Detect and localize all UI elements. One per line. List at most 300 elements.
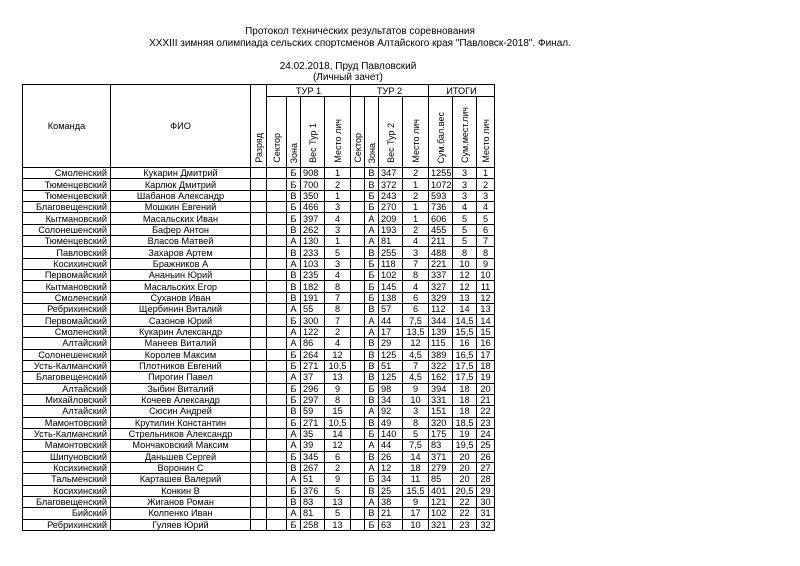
sector1-cell	[267, 451, 287, 462]
sector2-cell	[351, 304, 365, 315]
weight2-cell: 125	[379, 349, 403, 360]
place2-cell: 8	[403, 270, 429, 281]
rank-cell	[251, 247, 267, 258]
name-cell: Суханов Иван	[111, 292, 251, 303]
zone2-cell: Б	[365, 258, 379, 269]
place2-cell: 3	[403, 406, 429, 417]
place2-cell: 4,5	[403, 349, 429, 360]
sum-weight-cell: 322	[429, 360, 453, 371]
name-cell: Карташев Валерий	[111, 474, 251, 485]
sum-weight-cell: 344	[429, 315, 453, 326]
sum-place-cell: 3	[453, 168, 477, 179]
place2-cell: 14	[403, 451, 429, 462]
sector1-cell	[267, 224, 287, 235]
place2-cell: 10	[403, 394, 429, 405]
weight2-cell: 44	[379, 440, 403, 451]
sector1-cell	[267, 179, 287, 190]
place2-cell: 10	[403, 519, 429, 530]
weight1-cell: 103	[301, 258, 325, 269]
rank-cell	[251, 258, 267, 269]
weight1-cell: 397	[301, 213, 325, 224]
sum-place-cell: 18	[453, 394, 477, 405]
place1-cell: 8	[325, 304, 351, 315]
place2-cell: 3	[403, 247, 429, 258]
weight1-cell: 264	[301, 349, 325, 360]
final-place-cell: 14	[477, 315, 495, 326]
zone1-cell: Б	[287, 451, 301, 462]
name-cell: Колпенко Иван	[111, 508, 251, 519]
sector1-cell	[267, 304, 287, 315]
weight2-cell: 255	[379, 247, 403, 258]
tour2-header: ТУР 2	[351, 85, 429, 97]
weight1-cell: 233	[301, 247, 325, 258]
table-row	[23, 179, 495, 190]
team-cell: Косихинский	[23, 462, 111, 473]
place2-cell: 4	[403, 236, 429, 247]
place2-cell: 9	[403, 383, 429, 394]
col-weight2-header: Вес Тур 2	[379, 97, 403, 168]
place1-cell: 13	[325, 519, 351, 530]
sector2-cell	[351, 394, 365, 405]
place1-cell: 1	[325, 236, 351, 247]
zone2-cell: Б	[365, 281, 379, 292]
sum-place-cell: 14,5	[453, 315, 477, 326]
zone1-cell: В	[287, 247, 301, 258]
weight2-cell: 34	[379, 394, 403, 405]
sector1-cell	[267, 247, 287, 258]
table-row	[23, 394, 495, 405]
sum-place-cell: 14	[453, 304, 477, 315]
sum-place-cell: 10	[453, 258, 477, 269]
team-cell: Благовещенский	[23, 496, 111, 507]
name-cell: Мошкин Евгений	[111, 202, 251, 213]
col-final-place-header: Место лич	[477, 97, 495, 168]
sector1-cell	[267, 202, 287, 213]
sector2-cell	[351, 383, 365, 394]
sector2-cell	[351, 247, 365, 258]
team-cell: Солонешенский	[23, 224, 111, 235]
weight1-cell: 83	[301, 496, 325, 507]
sector1-cell	[267, 383, 287, 394]
name-cell: Воронин С	[111, 462, 251, 473]
place1-cell: 4	[325, 270, 351, 281]
zone1-cell: А	[287, 304, 301, 315]
sum-place-cell: 19	[453, 428, 477, 439]
sum-weight-cell: 329	[429, 292, 453, 303]
place2-cell: 9	[403, 496, 429, 507]
sector1-cell	[267, 213, 287, 224]
sum-place-cell: 5	[453, 213, 477, 224]
final-place-cell: 28	[477, 474, 495, 485]
place1-cell: 13	[325, 372, 351, 383]
zone2-cell: В	[365, 338, 379, 349]
final-place-cell: 24	[477, 428, 495, 439]
sector1-cell	[267, 394, 287, 405]
sum-place-cell: 12	[453, 270, 477, 281]
rank-cell	[251, 440, 267, 451]
team-cell: Первомайский	[23, 315, 111, 326]
weight1-cell: 700	[301, 179, 325, 190]
sum-weight-cell: 320	[429, 417, 453, 428]
zone1-cell: В	[287, 281, 301, 292]
zone2-cell: Б	[365, 190, 379, 201]
sum-weight-cell: 221	[429, 258, 453, 269]
sum-weight-cell: 85	[429, 474, 453, 485]
zone1-cell: Б	[287, 394, 301, 405]
sum-weight-cell: 331	[429, 394, 453, 405]
zone1-cell: Б	[287, 360, 301, 371]
weight1-cell: 35	[301, 428, 325, 439]
weight1-cell: 235	[301, 270, 325, 281]
team-cell: Павловский	[23, 247, 111, 258]
zone2-cell: А	[365, 440, 379, 451]
tour1-header: ТУР 1	[267, 85, 351, 97]
rank-cell	[251, 190, 267, 201]
rank-cell	[251, 428, 267, 439]
place2-cell: 8	[403, 417, 429, 428]
team-cell: Тюменцевский	[23, 179, 111, 190]
weight1-cell: 86	[301, 338, 325, 349]
sector2-cell	[351, 451, 365, 462]
zone1-cell: В	[287, 224, 301, 235]
totals-header: ИТОГИ	[429, 85, 495, 97]
table-row	[23, 372, 495, 383]
place1-cell: 4	[325, 338, 351, 349]
rank-cell	[251, 474, 267, 485]
place2-cell: 5	[403, 428, 429, 439]
sum-place-cell: 16	[453, 338, 477, 349]
name-cell: Ананьин Юрий	[111, 270, 251, 281]
sum-place-cell: 5	[453, 224, 477, 235]
sum-place-cell: 22	[453, 508, 477, 519]
weight2-cell: 145	[379, 281, 403, 292]
weight2-cell: 49	[379, 417, 403, 428]
sum-weight-cell: 112	[429, 304, 453, 315]
name-cell: Сюсин Андрей	[111, 406, 251, 417]
weight1-cell: 271	[301, 417, 325, 428]
weight2-cell: 44	[379, 315, 403, 326]
name-cell: Масальских Егор	[111, 281, 251, 292]
zone1-cell: Б	[287, 417, 301, 428]
table-row	[23, 304, 495, 315]
place2-cell: 7	[403, 360, 429, 371]
sector1-cell	[267, 372, 287, 383]
final-place-cell: 6	[477, 224, 495, 235]
place1-cell: 14	[325, 428, 351, 439]
team-cell: Алтайский	[23, 383, 111, 394]
sector2-cell	[351, 360, 365, 371]
table-row	[23, 383, 495, 394]
rank-cell	[251, 202, 267, 213]
rank-cell	[251, 496, 267, 507]
sum-place-cell: 23	[453, 519, 477, 530]
place1-cell: 9	[325, 474, 351, 485]
zone2-cell: В	[365, 349, 379, 360]
zone2-cell: В	[365, 168, 379, 179]
sum-place-cell: 13	[453, 292, 477, 303]
place1-cell: 7	[325, 292, 351, 303]
team-cell: Алтайский	[23, 338, 111, 349]
weight1-cell: 59	[301, 406, 325, 417]
team-cell: Ребрихинский	[23, 519, 111, 530]
zone2-cell: А	[365, 462, 379, 473]
name-cell: Шабанов Александр	[111, 190, 251, 201]
sector1-cell	[267, 236, 287, 247]
weight1-cell: 51	[301, 474, 325, 485]
table-row	[23, 360, 495, 371]
sector1-cell	[267, 519, 287, 530]
table-row	[23, 349, 495, 360]
weight2-cell: 57	[379, 304, 403, 315]
col-sum-place-header: Сум.мест.лич	[453, 97, 477, 168]
team-cell: Благовещенский	[23, 372, 111, 383]
zone1-cell: В	[287, 406, 301, 417]
zone2-cell: А	[365, 213, 379, 224]
zone1-cell: А	[287, 508, 301, 519]
weight2-cell: 51	[379, 360, 403, 371]
place2-cell: 1	[403, 213, 429, 224]
doc-date-place: 24.02.2018, Пруд Павловский	[279, 61, 417, 72]
sum-place-cell: 15,5	[453, 326, 477, 337]
weight1-cell: 908	[301, 168, 325, 179]
place2-cell: 12	[403, 338, 429, 349]
sum-weight-cell: 83	[429, 440, 453, 451]
zone1-cell: В	[287, 496, 301, 507]
weight1-cell: 130	[301, 236, 325, 247]
sector2-cell	[351, 372, 365, 383]
zone2-cell: В	[365, 247, 379, 258]
zone2-cell: В	[365, 179, 379, 190]
zone2-cell: Б	[365, 202, 379, 213]
sum-weight-cell: 115	[429, 338, 453, 349]
place1-cell: 3	[325, 258, 351, 269]
weight2-cell: 92	[379, 406, 403, 417]
team-cell: Смоленский	[23, 292, 111, 303]
sector1-cell	[267, 190, 287, 201]
sum-weight-cell: 606	[429, 213, 453, 224]
zone1-cell: Б	[287, 315, 301, 326]
table-row	[23, 190, 495, 201]
team-cell: Тюменцевский	[23, 190, 111, 201]
team-cell: Смоленский	[23, 168, 111, 179]
sector1-cell	[267, 474, 287, 485]
weight2-cell: 270	[379, 202, 403, 213]
weight1-cell: 55	[301, 304, 325, 315]
sum-weight-cell: 736	[429, 202, 453, 213]
team-cell: Косихинский	[23, 485, 111, 496]
sum-place-cell: 12	[453, 281, 477, 292]
name-cell: Жиганов Роман	[111, 496, 251, 507]
sector2-cell	[351, 168, 365, 179]
table-row	[23, 519, 495, 530]
team-cell: Благовещенский	[23, 202, 111, 213]
place1-cell: 6	[325, 451, 351, 462]
place1-cell: 13	[325, 496, 351, 507]
sum-place-cell: 3	[453, 190, 477, 201]
place1-cell: 2	[325, 462, 351, 473]
weight2-cell: 138	[379, 292, 403, 303]
sum-place-cell: 20	[453, 462, 477, 473]
table-row	[23, 428, 495, 439]
sector1-cell	[267, 326, 287, 337]
zone1-cell: А	[287, 326, 301, 337]
sum-place-cell: 5	[453, 236, 477, 247]
name-cell: Конкин В	[111, 485, 251, 496]
zone2-cell: Б	[365, 428, 379, 439]
sector1-cell	[267, 338, 287, 349]
sector1-cell	[267, 496, 287, 507]
sector2-cell	[351, 417, 365, 428]
sector2-cell	[351, 338, 365, 349]
rank-cell	[251, 338, 267, 349]
weight1-cell: 191	[301, 292, 325, 303]
weight2-cell: 140	[379, 428, 403, 439]
name-cell: Зыбин Виталий	[111, 383, 251, 394]
sum-weight-cell: 151	[429, 406, 453, 417]
place1-cell: 10,5	[325, 360, 351, 371]
name-cell: Гуляев Юрий	[111, 519, 251, 530]
col-place1-header: Место лич	[325, 97, 351, 168]
name-cell: Бафер Антон	[111, 224, 251, 235]
sector2-cell	[351, 292, 365, 303]
name-cell: Кочеев Александр	[111, 394, 251, 405]
zone2-cell: Б	[365, 292, 379, 303]
weight2-cell: 102	[379, 270, 403, 281]
sum-weight-cell: 488	[429, 247, 453, 258]
weight2-cell: 25	[379, 485, 403, 496]
name-cell: Кукарин Александр	[111, 326, 251, 337]
place1-cell: 12	[325, 440, 351, 451]
sum-weight-cell: 321	[429, 519, 453, 530]
final-place-cell: 3	[477, 190, 495, 201]
place1-cell: 5	[325, 247, 351, 258]
sum-weight-cell: 121	[429, 496, 453, 507]
table-row	[23, 485, 495, 496]
final-place-cell: 15	[477, 326, 495, 337]
name-cell: Захаров Артем	[111, 247, 251, 258]
sum-place-cell: 17,5	[453, 372, 477, 383]
rank-cell	[251, 485, 267, 496]
zone2-cell: А	[365, 326, 379, 337]
sum-place-cell: 22	[453, 496, 477, 507]
final-place-cell: 2	[477, 179, 495, 190]
name-cell: Сазонов Юрий	[111, 315, 251, 326]
table-row	[23, 451, 495, 462]
final-place-cell: 16	[477, 338, 495, 349]
rank-cell	[251, 326, 267, 337]
rank-cell	[251, 224, 267, 235]
sum-weight-cell: 371	[429, 451, 453, 462]
sum-weight-cell: 211	[429, 236, 453, 247]
table-row	[23, 315, 495, 326]
sector1-cell	[267, 417, 287, 428]
place1-cell: 8	[325, 394, 351, 405]
col-place2-header: Место лич	[403, 97, 429, 168]
team-cell: Тюменцевский	[23, 236, 111, 247]
final-place-cell: 17	[477, 349, 495, 360]
place1-cell: 1	[325, 168, 351, 179]
place2-cell: 1	[403, 179, 429, 190]
col-zone1-header: Зона	[287, 97, 301, 168]
team-cell: Усть-Калманский	[23, 428, 111, 439]
rank-cell	[251, 315, 267, 326]
sum-place-cell: 18,5	[453, 417, 477, 428]
rank-cell	[251, 270, 267, 281]
final-place-cell: 11	[477, 281, 495, 292]
sum-weight-cell: 1072	[429, 179, 453, 190]
zone1-cell: Б	[287, 213, 301, 224]
zone1-cell: Б	[287, 202, 301, 213]
team-cell: Мамонтовский	[23, 440, 111, 451]
sum-weight-cell: 162	[429, 372, 453, 383]
sum-place-cell: 20,5	[453, 485, 477, 496]
zone1-cell: А	[287, 428, 301, 439]
sum-weight-cell: 102	[429, 508, 453, 519]
table-row	[23, 224, 495, 235]
weight2-cell: 243	[379, 190, 403, 201]
weight2-cell: 26	[379, 451, 403, 462]
weight1-cell: 466	[301, 202, 325, 213]
team-cell: Ребрихинский	[23, 304, 111, 315]
sum-place-cell: 3	[453, 179, 477, 190]
col-team-header: Команда	[23, 85, 111, 168]
col-zone2-header: Зона	[365, 97, 379, 168]
sector2-cell	[351, 315, 365, 326]
sector2-cell	[351, 406, 365, 417]
sector1-cell	[267, 281, 287, 292]
weight1-cell: 122	[301, 326, 325, 337]
table-row	[23, 292, 495, 303]
sum-place-cell: 18	[453, 406, 477, 417]
name-cell: Масальских Иван	[111, 213, 251, 224]
weight2-cell: 118	[379, 258, 403, 269]
sum-place-cell: 19,5	[453, 440, 477, 451]
zone1-cell: В	[287, 462, 301, 473]
name-cell: Манеев Виталий	[111, 338, 251, 349]
weight1-cell: 262	[301, 224, 325, 235]
place2-cell: 7,5	[403, 440, 429, 451]
place1-cell: 3	[325, 202, 351, 213]
col-weight1-header: Вес Тур 1	[301, 97, 325, 168]
zone2-cell: А	[365, 236, 379, 247]
sum-place-cell: 20	[453, 451, 477, 462]
weight1-cell: 258	[301, 519, 325, 530]
zone2-cell: В	[365, 485, 379, 496]
table-row	[23, 168, 495, 179]
doc-title-line2: XXXIII зимняя олимпиада сельских спортсменов Алтайского края "Павловск-2018". Финал.	[149, 38, 571, 49]
zone1-cell: А	[287, 236, 301, 247]
zone1-cell: А	[287, 372, 301, 383]
zone1-cell: А	[287, 474, 301, 485]
zone2-cell: А	[365, 496, 379, 507]
weight2-cell: 372	[379, 179, 403, 190]
final-place-cell: 7	[477, 236, 495, 247]
zone2-cell: В	[365, 394, 379, 405]
sum-weight-cell: 337	[429, 270, 453, 281]
final-place-cell: 32	[477, 519, 495, 530]
table-row	[23, 440, 495, 451]
rank-cell	[251, 383, 267, 394]
place2-cell: 18	[403, 462, 429, 473]
sector2-cell	[351, 349, 365, 360]
place2-cell: 6	[403, 304, 429, 315]
weight2-cell: 12	[379, 462, 403, 473]
col-rank-header: Разряд	[251, 85, 267, 168]
place2-cell: 11	[403, 474, 429, 485]
weight1-cell: 39	[301, 440, 325, 451]
weight1-cell: 296	[301, 383, 325, 394]
weight1-cell: 350	[301, 190, 325, 201]
